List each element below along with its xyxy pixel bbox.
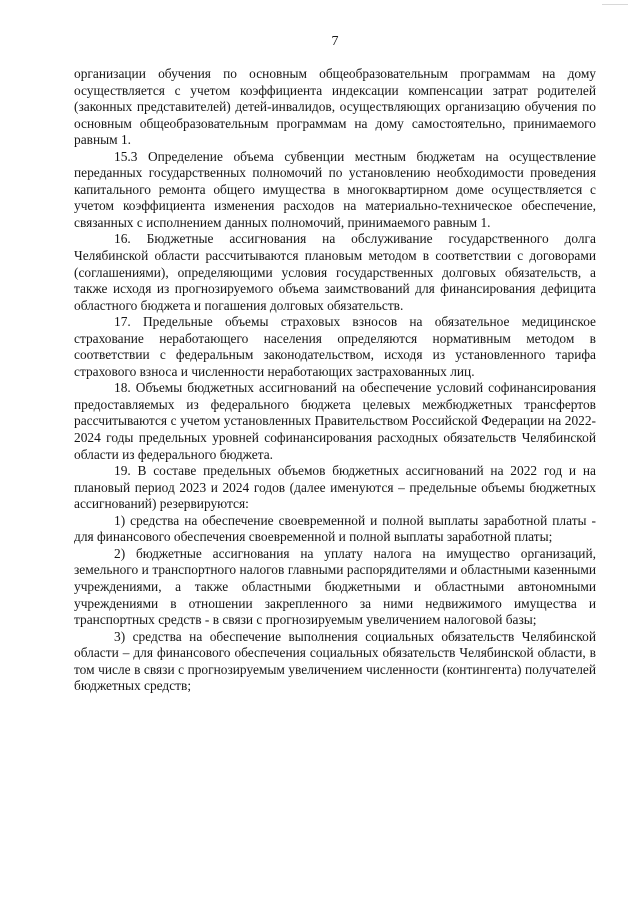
paragraph-continuation: организации обучения по основным общеобразовательным программам на дому осуществляется с учетом коэффициента индексации компенсации затрат родителей (законных представителей) детей-инвалидов, осуществляющих организацию обучения по основным общеобразовательным программам на дому самостоятельно, принимаемого равным 1. [74, 66, 596, 148]
list-item-1: 1) средства на обеспечение своевременной и полной выплаты заработной платы - для финансового обеспечения своевременной и полной выплаты заработной платы; [74, 512, 596, 545]
scan-artifact [602, 4, 628, 5]
list-item-2: 2) бюджетные ассигнования на уплату налога на имущество организаций, земельного и транспортного налогов главными распорядителями и областными казенными учреждениями, а также областными бюджетными и областными автономными учреждениями в отношении закрепленного за ними недвижимого имущества и транспортных средств - в связи с прогнозируемым увеличением налоговой базы; [74, 545, 596, 628]
paragraph-19: 19. В составе предельных объемов бюджетных ассигнований на 2022 год и на плановый период 2023 и 2024 годов (далее именуются – предельные объемы бюджетных ассигнований) резервируются: [74, 463, 596, 512]
paragraph-17: 17. Предельные объемы страховых взносов на обязательное медицинское страхование неработающего населения определяются нормативным методом в соответствии с федеральным законодательством, исходя из установленного тарифа страхового взноса и численности неработающих застрахованных лиц. [74, 314, 596, 379]
list-item-3: 3) средства на обеспечение выполнения социальных обязательств Челябинской области – для финансового обеспечения социальных обязательств Челябинской области, в том числе в связи с прогнозируемым увеличением численности (контингента) получателей бюджетных средств; [74, 628, 596, 694]
paragraph-18: 18. Объемы бюджетных ассигнований на обеспечение условий софинансирования предоставляемых из федерального бюджета целевых межбюджетных трансфертов рассчитываются с учетом установленных Правительством Российской Федерации на 2022-2024 годы предельных уровней софинансирования расходных обязательств Челябинской области из федерального бюджета. [74, 380, 596, 462]
paragraph-15-3: 15.3 Определение объема субвенции местным бюджетам на осуществление переданных государственных полномочий по установлению необходимости проведения капитального ремонта общего имущества в многоквартирном доме осуществляется с учетом коэффициента изменения расходов на материально-техническое обеспечение, связанных с исполнением данных полномочий, принимаемого равным 1. [74, 148, 596, 230]
page-number: 7 [331, 34, 339, 49]
paragraph-16: 16. Бюджетные ассигнования на обслуживание государственного долга Челябинской области рассчитываются плановым методом в соответствии с договорами (соглашениями), определяющими условия государственных долговых обязательств, а также исходя из прогнозируемого объема заимствований для финансирования дефицита областного бюджета и погашения долговых обязательств. [74, 231, 596, 313]
